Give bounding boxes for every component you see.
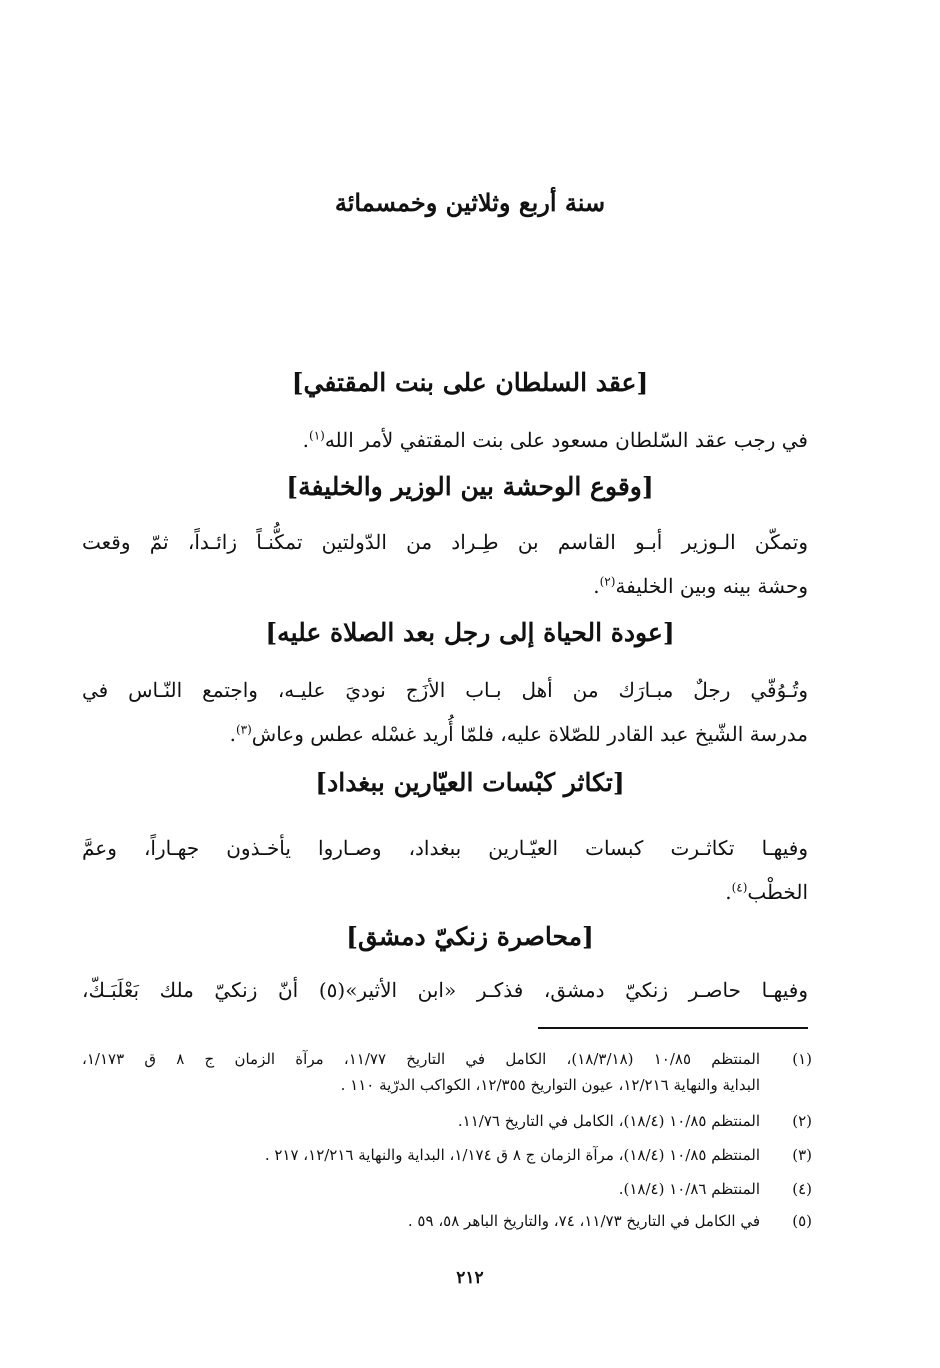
section-heading-2: [وقوع الوحشة بين الوزير والخليفة] bbox=[286, 472, 654, 501]
section-paragraph-3 bbox=[82, 668, 808, 756]
footnote-line: المنتظم ١٠/٨٥ (١٨/٤)، مرآة الزمان ج ٨ ق ١/١٧٤، البداية والنهاية ١٢/٢١٦، ٢١٧ . bbox=[264, 1146, 760, 1164]
section-heading-4: [تكاثر كبْسات العيّارين ببغداد] bbox=[315, 768, 625, 797]
footnote-line: المنتظم ١٠/٨٥ (١٨/٣/١٨)، الكامل في التاريخ ١١/٧٧، مرآة الزمان ج ٨ ق ١/١٧٣، bbox=[82, 1050, 760, 1068]
paragraph-line: وتمكّن الـوزير أبـو القاسم بن طِـراد من الدّولتين تمكُّنـاً زائـداً، ثمّ وقعت bbox=[82, 530, 808, 554]
section-heading-3: [عودة الحياة إلى رجل بعد الصلاة عليه] bbox=[265, 618, 675, 647]
section-heading-1: [عقد السلطان على بنت المقتفي] bbox=[291, 368, 649, 397]
paragraph-line: وفيهـا تكاثـرت كبسات العيّـارين ببغداد، وصـاروا يأخـذون جهـاراً، وعمَّ bbox=[82, 836, 808, 860]
footnote-separator bbox=[538, 1027, 808, 1029]
paragraph-line: في رجب عقد السّلطان مسعود على بنت المقتفي لأمر الله$^{(١)}$. bbox=[302, 428, 808, 452]
section-heading-5: [محاصرة زنكيّ دمشق] bbox=[346, 922, 594, 951]
footnote-4 bbox=[82, 1176, 812, 1202]
footnote-line: في الكامل في التاريخ ١١/٧٣، ٧٤، والتاريخ الباهر ٥٨، ٥٩ . bbox=[407, 1212, 760, 1230]
paragraph-line: وتُـوُفّي رجلٌ مبـارَك من أهل بـاب الأزَج نوديَ عليـه، واجتمع النّـاس في bbox=[82, 678, 808, 702]
footnote-line: المنتظم ١٠/٨٥ (١٨/٤)، الكامل في التاريخ ١١/٧٦. bbox=[457, 1112, 760, 1130]
footnote-ref: (٢) bbox=[599, 574, 616, 589]
footnote-line: البداية والنهاية ١٢/٢١٦، عيون التواريخ ١٢/٣٥٥، الكواكب الدرّية ١١٠ . bbox=[340, 1076, 760, 1094]
section-paragraph-1 bbox=[82, 418, 808, 462]
paragraph-line: الخطْب$^{(٤)}$. bbox=[725, 880, 808, 904]
footnote-number: (٣) bbox=[792, 1146, 812, 1164]
footnote-number: (٥) bbox=[792, 1212, 812, 1230]
footnote-number: (١) bbox=[792, 1050, 812, 1068]
page-number: ٢١٢ bbox=[456, 1268, 484, 1288]
year-title: سنة أربع وثلاثين وخمسمائة bbox=[334, 188, 606, 217]
footnote-1 bbox=[82, 1046, 812, 1098]
footnote-number: (٢) bbox=[792, 1112, 812, 1130]
footnote-line: المنتظم ١٠/٨٦ (١٨/٤). bbox=[618, 1180, 760, 1198]
section-paragraph-2 bbox=[82, 520, 808, 608]
section-paragraph-5 bbox=[82, 968, 808, 1012]
section-paragraph-4 bbox=[82, 826, 808, 914]
paragraph-line: وحشة بينه وبين الخليفة$^{(٢)}$. bbox=[593, 574, 808, 598]
footnote-ref: (٤) bbox=[731, 880, 748, 895]
footnote-number: (٤) bbox=[792, 1180, 812, 1198]
footnote-3 bbox=[82, 1142, 812, 1168]
footnote-ref: (١) bbox=[309, 428, 325, 443]
footnote-5 bbox=[82, 1208, 812, 1234]
footnote-2 bbox=[82, 1108, 812, 1134]
footnote-ref: (٣) bbox=[235, 722, 252, 737]
paragraph-line: مدرسة الشّيخ عبد القادر للصّلاة عليه، فلمّا أُريد غسْله عطس وعاش$^{(٣)}$. bbox=[229, 722, 808, 746]
paragraph-line: وفيهـا حاصـر زنكيّ دمشق، فذكـر «ابن الأثير»(٥) أنّ زنكيّ ملك بَعْلَبَـكّ، bbox=[82, 978, 808, 1002]
